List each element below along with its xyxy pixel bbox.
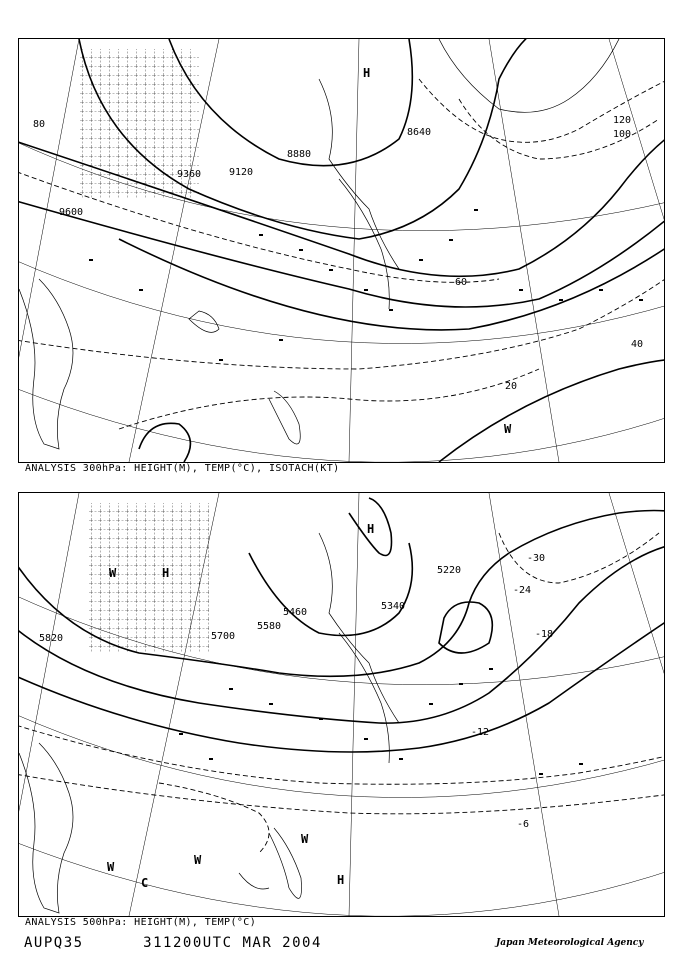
height-label: 5700 <box>211 631 236 642</box>
pressure-center: W <box>107 860 115 874</box>
isotach-label: 80 <box>33 119 46 130</box>
temperature-label: -24 <box>513 585 532 596</box>
valid-time: 311200UTC MAR 2004 <box>143 935 322 951</box>
pressure-center: W <box>301 832 309 846</box>
temperature-label: -12 <box>471 727 490 738</box>
isotach-label: 60 <box>455 277 468 288</box>
isotach-label: 40 <box>631 339 644 350</box>
pressure-center: H <box>367 522 375 536</box>
chart-caption-500hpa: ANALYSIS 500hPa: HEIGHT(M), TEMP(°C) <box>25 917 257 928</box>
height-label: 5580 <box>257 621 282 632</box>
spacer <box>94 935 134 951</box>
chart-caption-300hpa: ANALYSIS 300hPa: HEIGHT(M), TEMP(°C), ISOTACH(KT) <box>25 463 340 474</box>
height-label: 9600 <box>59 207 84 218</box>
isotach-label: 120 <box>613 115 632 126</box>
product-footer <box>24 935 322 951</box>
hatched-area <box>89 503 209 653</box>
height-label: 8640 <box>407 127 432 138</box>
map-300hpa <box>18 38 665 463</box>
height-label: 5340 <box>381 601 406 612</box>
height-label: 5460 <box>283 607 308 618</box>
temperature-label: -30 <box>527 553 546 564</box>
pressure-center: W <box>194 853 202 867</box>
pressure-center: W <box>109 566 117 580</box>
product-code: AUPQ35 <box>24 935 84 951</box>
pressure-center: H <box>363 66 371 80</box>
temperature-label: -6 <box>517 819 530 830</box>
height-label: 5220 <box>437 565 462 576</box>
agency-credit: Japan Meteorological Agency <box>496 938 644 948</box>
map-500hpa-drawing <box>19 493 664 916</box>
map-300hpa-drawing <box>19 39 664 462</box>
height-label: 9360 <box>177 169 202 180</box>
pressure-center: H <box>337 873 345 887</box>
height-label: 5820 <box>39 633 64 644</box>
isotach-label: 20 <box>505 381 518 392</box>
pressure-center: W <box>504 422 512 436</box>
pressure-center: H <box>162 566 170 580</box>
temperature-label: -18 <box>535 629 554 640</box>
map-500hpa <box>18 492 665 917</box>
pressure-center: C <box>141 876 149 890</box>
height-label: 9120 <box>229 167 254 178</box>
isotach-label: 100 <box>613 129 632 140</box>
height-label: 8880 <box>287 149 312 160</box>
station-marks <box>89 209 643 361</box>
